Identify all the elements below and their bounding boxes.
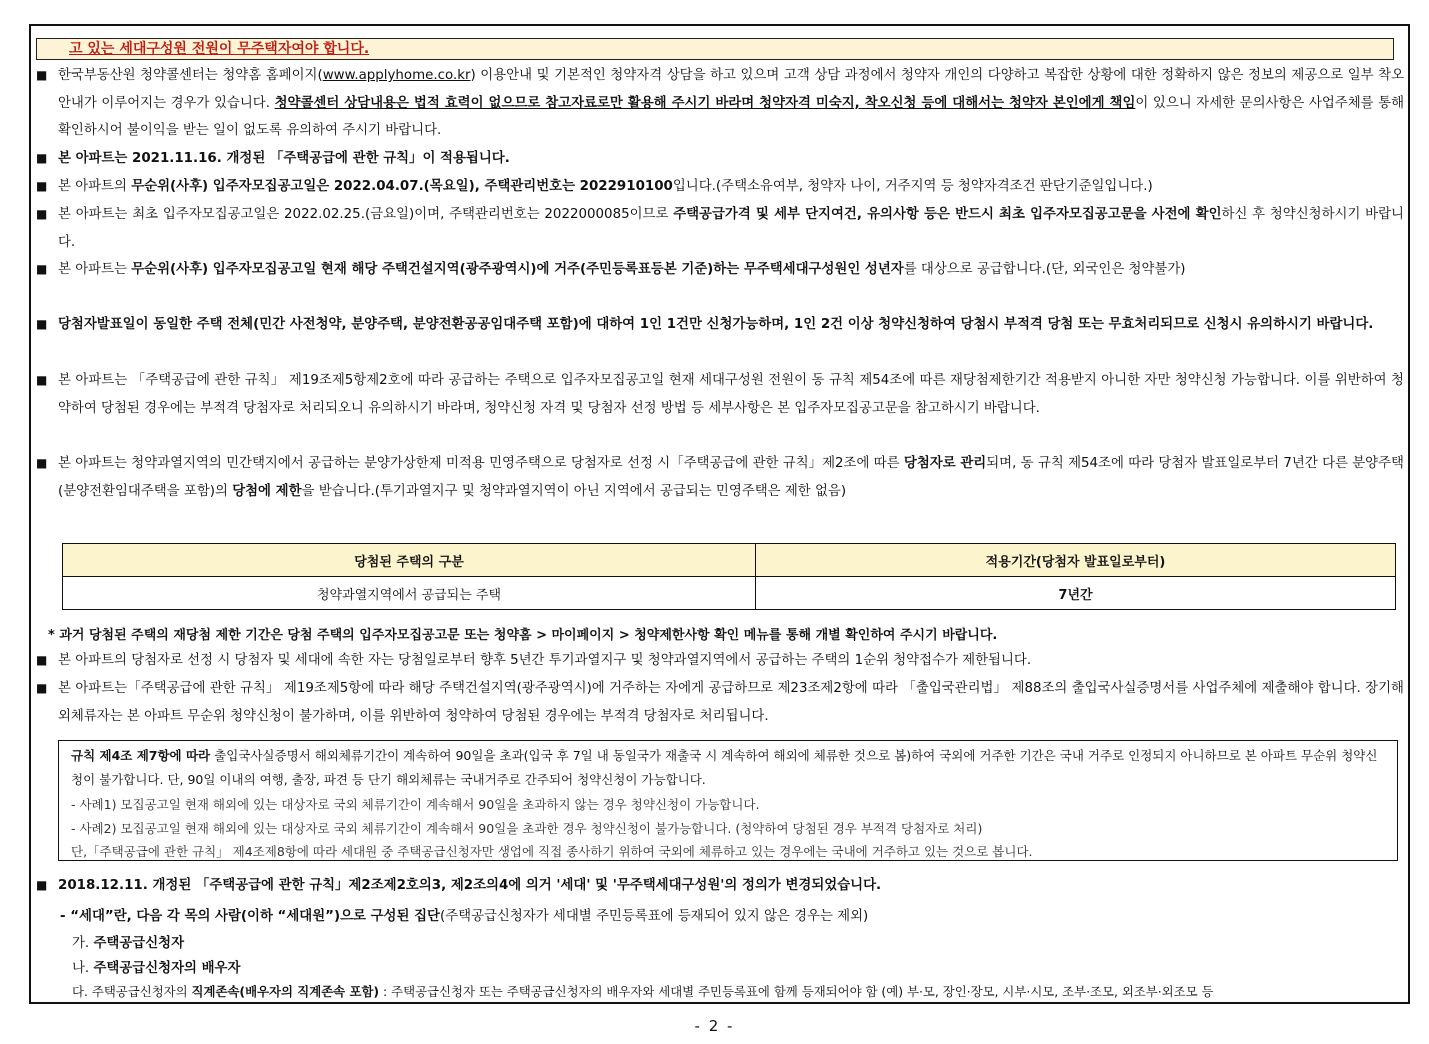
applyhome-link[interactable]: www.applyhome.co.kr [322,68,471,83]
table-cell: 청약과열지역에서 공급되는 주택 [63,577,756,610]
case-1: - 사례1) 모집공고일 현재 해외에 있는 대상자로 국외 체류기간이 계속해서 90일을 초과하지 않는 경우 청약신청이 가능합니다. [71,797,760,812]
bullet-icon: ■ [36,317,48,331]
paragraph-rule-applied: ■ 본 아파트는 2021.11.16. 개정된 「주택공급에 관한 규칙」이 적용됩니다. [36,145,1404,173]
bullet-icon: ■ [36,179,48,193]
household-definition-line: - “세대”란, 다음 각 목의 사람(이하 “세대원”)으로 구성된 집단(주택공급신청자가 세대별 주민등록표에 등재되어 있지 않은 경우는 제외) [60,909,869,924]
overseas-residence-box: 규칙 제4조 제7항에 따라 출입국사실증명서 해외체류기간이 계속하여 90일을 초과(입국 후 7일 내 동일국가 재출국 시 계속하여 해외에 체류한 것으로 봄)하여 국외에 거주한 기간은 국내 거주로 인정되지 아니하므로 본 아파트 무순위 청약신청이 불가합니다. 단, 90일 이내의 여행, 출장, 파견 등 단기 해외체류는 국내거주로 간주되어 청약신청이 가능합니다. - 사례1) 모집공고일 현재 해외에 있는 대상자로 국외 체류기간이 계속해서 90일을 초과하지 않는 경우 청약신청이 가능합니다. - 사례2) 모집공고일 현재 해외에 있는 대상자로 국외 체류기간이 계속해서 90일을 초과한 경우 청약신청이 불가능합니다. (청약하여 당첨된 경우 부적격 당첨자로 처리) 단,「주택공급에 관한 규칙」 제4조제8항에 따라 세대원 중 주택공급신청자만 생업에 직접 종사하기 위하여 국외에 체류하고 있는 경우에는 국내에 거주하고 있는 것으로 봅니다. [58,740,1398,861]
bullet-icon: ■ [36,373,48,387]
paragraph-winner-management: ■ 본 아파트는 청약과열지역의 민간택지에서 공급하는 분양가상한제 미적용 민영주택으로 당첨자로 선정 시「주택공급에 관한 규칙」제2조에 따른 당첨자로 관리되며, 동 규칙 제54조에 따라 당첨자 발표일로부터 7년간 다른 분양주택(분양전환임대주택을 포함)의 당첨에 제한을 받습니다.(투기과열지구 및 청약과열지역이 아닌 지역에서 공급되는 민영주택은 제한 없음) [36,450,1404,505]
paragraph-immigration-certificate: ■ 본 아파트는「주택공급에 관한 규칙」 제19조제5항에 따라 해당 주택건설지역(광주광역시)에 거주하는 자에게 공급하므로 제23조제2항에 따라 「출입국관리법」 제88조의 출입국사실증명서를 사업주체에 제출해야 합니다. 장기해외체류자는 본 아파트 무순위 청약신청이 불가하며, 이를 위반하여 청약하여 당첨된 경우에는 부적격 당첨자로 처리됩니다. [36,675,1404,730]
bullet-icon: ■ [36,151,48,165]
restriction-period-table [62,543,1396,610]
bullet-icon: ■ [36,681,48,695]
paragraph-callcenter: ■ 한국부동산원 청약콜센터는 청약홈 홈페이지(www.applyhome.co.kr) 이용안내 및 기본적인 청약자격 상담을 하고 있으며 고객 상담 과정에서 청약자 개인의 다양하고 복잡한 상황에 대한 정확하지 않은 정보의 제공으로 일부 착오 안내가 이루어지는 경우가 있습니다. 청약콜센터 상담내용은 법적 효력이 없으므로 참고자료로만 활용해 주시기 바라며 청약자격 미숙지, 착오신청 등에 대해서는 청약자 본인에게 책임이 있으니 자세한 문의사항은 사업주체를 통해 확인하시어 불이익을 받는 일이 없도록 유의하여 주시기 바랍니다. [36,62,1404,145]
table-row [63,577,1396,610]
exception-note: 단,「주택공급에 관한 규칙」 제4조제8항에 따라 세대원 중 주택공급신청자만 생업에 직접 종사하기 위하여 국외에 체류하고 있는 경우에는 국내에 거주하고 있는 것으로 봅니다. [71,844,1033,859]
bullet-icon: ■ [36,456,48,470]
list-item: 다. 주택공급신청자의 직계존속(배우자의 직계존속 포함) : 주택공급신청자 또는 주택공급신청자의 배우자와 세대별 주민등록표에 함께 등재되어야 함 (예) 부·모, 장인·장모, 시부·시모, 조부·조모, 외조부·외조모 등 [72,984,1214,999]
star-note: * 과거 당첨된 주택의 재당첨 제한 기간은 당첨 주택의 입주자모집공고문 또는 청약홈 > 마이페이지 > 청약제한사항 확인 메뉴를 통해 개별 확인하여 주시기 바랍니다. [48,628,998,643]
paragraph-household-definition: ■ 2018.12.11. 개정된 「주택공급에 관한 규칙」제2조제2호의3, 제2조의4에 의거 '세대' 및 '무주택세대구성원'의 정의가 변경되었습니다. [36,872,1404,900]
bullet-icon: ■ [36,68,48,82]
case-2: - 사례2) 모집공고일 현재 해외에 있는 대상자로 국외 체류기간이 계속해서 90일을 초과한 경우 청약신청이 불가능합니다. (청약하여 당첨된 경우 부적격 당첨자로 처리) [71,820,983,836]
page-number: - 2 - [694,1017,735,1035]
paragraph-eligibility: ■ 본 아파트는 무순위(사후) 입주자모집공고일 현재 해당 주택건설지역(광주광역시)에 거주(주민등록표등본 기준)하는 무주택세대구성원인 성년자를 대상으로 공급합니다.(단, 외국인은 청약불가) [36,256,1404,284]
table-header-row [63,544,1396,577]
paragraph-rewin-restriction: ■ 본 아파트는 「주택공급에 관한 규칙」 제19조제5항제2호에 따라 공급하는 주택으로 입주자모집공고일 현재 세대구성원 전원이 동 규칙 제54조에 따른 재당첨제한기간 적용받지 아니한 자만 청약신청 가능합니다. 이를 위반하여 청약하여 당첨된 경우에는 부적격 당첨자로 처리되오니 유의하시기 바라며, 청약신청 자격 및 당첨자 선정 방법 등 세부사항은 본 입주자모집공고문을 참고하시기 바랍니다. [36,367,1404,422]
bullet-icon: ■ [36,878,48,892]
paragraph-announcement-date: ■ 본 아파트의 무순위(사후) 입주자모집공고일은 2022.04.07.(목요일), 주택관리번호는 2022910100입니다.(주택소유여부, 청약자 나이, 거주지역 등 청약자격조건 판단기준일입니다.) [36,173,1404,201]
bullet-icon: ■ [36,653,48,667]
list-item: 나. 주택공급신청자의 배우자 [72,961,241,976]
notice-banner: 고 있는 세대구성원 전원이 무주택자여야 합니다. [36,38,1394,60]
table-cell: 7년간 [756,577,1396,610]
list-item: 가. 주택공급신청자 [72,936,184,951]
table-header-cell: 당첨된 주택의 구분 [63,544,756,577]
table-header-cell: 적용기간(당첨자 발표일로부터) [756,544,1396,577]
paragraph-initial-announcement: ■ 본 아파트는 최초 입주자모집공고일은 2022.02.25.(금요일)이며, 주택관리번호는 2022000085이므로 주택공급가격 및 세부 단지여건, 유의사항 등은 반드시 최초 입주자모집공고문을 사전에 확인하신 후 청약신청하시기 바랍니다. [36,201,1404,256]
paragraph-first-priority-limit: ■ 본 아파트의 당첨자로 선정 시 당첨자 및 세대에 속한 자는 당첨일로부터 향후 5년간 투기과열지구 및 청약과열지역에서 공급하는 주택의 1순위 청약접수가 제한됩니다. [36,647,1404,675]
paragraph-one-application: ■ 당첨자발표일이 동일한 주택 전체(민간 사전청약, 분양주택, 분양전환공공임대주택 포함)에 대하여 1인 1건만 신청가능하며, 1인 2건 이상 청약신청하여 당첨시 부적격 당첨 또는 무효처리되므로 신청시 유의하시기 바랍니다. [36,311,1404,339]
bullet-icon: ■ [36,207,48,221]
bullet-icon: ■ [36,262,48,276]
